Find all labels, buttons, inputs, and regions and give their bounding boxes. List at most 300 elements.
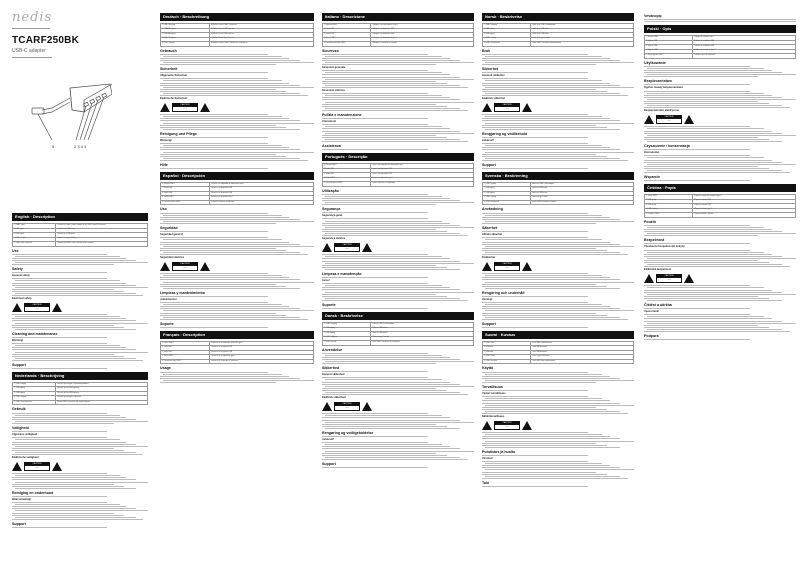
text-line: [163, 304, 282, 305]
caution-sub: RISK OF ELECTRIC SHOCK DO NOT OPEN: [496, 266, 518, 269]
text-line: [160, 306, 289, 307]
part-description: Anslut en USB-C-strömadapter: [531, 182, 634, 187]
section-heading: Användning: [482, 207, 503, 212]
text-line: [482, 465, 610, 466]
language-section: [160, 13, 314, 169]
text-line: [482, 231, 588, 232]
text-line: [325, 457, 460, 458]
text-line: [322, 258, 450, 259]
part-name: 4. USB-C-utgång: [483, 196, 531, 201]
part-name: 4. USB-C výstup: [645, 208, 693, 213]
part-description: Tilslut en USB-enhed: [371, 327, 474, 332]
text-line: [647, 74, 796, 75]
part-description: Sluit aan op een type-C-apparaat: [56, 396, 148, 401]
text-line: [322, 225, 460, 226]
text-line: [322, 377, 428, 378]
column-2: [160, 0, 314, 567]
section-heading: Sicurezza: [322, 48, 339, 53]
section-heading: Czyszczenie i konserwacja: [644, 144, 690, 149]
caution-label-icon: [334, 243, 360, 252]
text-line: [482, 127, 607, 128]
text-line: [644, 155, 750, 156]
text-line: [325, 95, 442, 96]
caution-sub: RISK OF ELECTRIC SHOCK DO NOT OPEN: [174, 107, 196, 110]
text-line: [160, 219, 300, 220]
text-line: [482, 168, 588, 169]
section-heading: Suporte: [322, 302, 336, 307]
text-line: [482, 83, 610, 84]
caution-label-icon: [172, 262, 198, 271]
text-line: [160, 147, 289, 148]
text-line: [482, 91, 607, 92]
section-heading: Bezpieczeństwo elektryczne: [644, 109, 679, 113]
text-line: [322, 218, 428, 219]
text-line: [482, 143, 588, 144]
part-name: 4. Wyjście USB-C: [645, 49, 693, 54]
text-line: [485, 56, 602, 57]
text-line: [160, 250, 286, 251]
caution-symbols: [160, 261, 314, 271]
text-line: [485, 87, 634, 88]
text-line: [12, 260, 136, 261]
warning-triangle-icon: [522, 262, 532, 271]
text-line: [12, 278, 107, 279]
text-line: [644, 101, 758, 102]
text-line: [325, 269, 460, 270]
caution-label: CAUTION: [173, 263, 197, 267]
table-row: [645, 213, 796, 218]
text-line: [322, 110, 468, 111]
section-heading: Sicurezza generale: [322, 66, 346, 70]
part-name: 2. USB výstup: [645, 199, 693, 204]
text-line: [12, 318, 126, 319]
part-description: Ligue a um adaptador de alimentação tipo C: [371, 164, 474, 169]
section-heading: Yleiset turvallisuus: [482, 392, 506, 396]
text-line: [644, 139, 769, 140]
text-line: [644, 318, 772, 319]
text-line: [644, 296, 758, 297]
language-header: Dansk · Beskrivelse: [322, 312, 474, 320]
text-line: [485, 411, 620, 412]
caution-sub: RISK OF ELECTRIC SHOCK DO NOT OPEN: [658, 278, 680, 281]
text-line: [485, 145, 602, 146]
text-line: [12, 258, 126, 259]
text-line: [12, 347, 126, 348]
text-line: [644, 160, 772, 161]
description-table: [322, 23, 474, 47]
text-line: [322, 131, 460, 132]
part-name: 5. USB-C-urosliitin: [483, 359, 531, 364]
section-heading: Segurança geral: [322, 214, 343, 218]
part-description: Anslut en USB-enhet: [531, 191, 634, 196]
section-heading: Seguridad general: [160, 233, 183, 237]
text-line: [322, 267, 447, 268]
text-line: [322, 229, 436, 230]
section-heading: Warning!: [12, 339, 24, 343]
section-heading: Anvendelse: [322, 347, 343, 352]
caution-sub: RISK OF ELECTRIC SHOCK DO NOT OPEN: [174, 266, 196, 269]
text-line: [482, 478, 628, 479]
text-line: [160, 313, 276, 314]
text-line: [163, 145, 282, 146]
text-line: [12, 448, 114, 449]
section-heading: Rengjøring og vedlikehold: [482, 131, 528, 136]
part-name: 5. Konektor USB-C: [645, 213, 693, 218]
part-name: 2. Salida USB: [161, 187, 210, 192]
section-heading: Turvallisuus: [482, 385, 503, 389]
part-description: Podłącz złącze do komputera: [693, 54, 796, 59]
table-row: [13, 400, 148, 405]
part-description: Conecte a un dispositivo USB: [209, 187, 313, 192]
text-line: [160, 149, 300, 150]
text-line: [160, 160, 308, 161]
part-name: 5. Conector macho USB-C: [161, 200, 210, 205]
part-name: 3. Sortie USB: [161, 350, 210, 355]
text-line: [160, 302, 268, 303]
part-name: 3. USB output: [13, 233, 56, 238]
language-header: Čeština · Popis: [644, 184, 796, 192]
text-line: [160, 91, 286, 92]
text-line: [322, 58, 450, 59]
part-name: 1. Wejście USB-C: [645, 36, 693, 41]
brand-logo: nedis: [12, 10, 53, 25]
section-heading: Käyttö: [482, 366, 494, 371]
language-header: Deutsch · Beschreibung: [160, 13, 314, 21]
text-line: [482, 319, 628, 320]
text-line: [482, 284, 596, 285]
part-description: Sluit de USB-C-connector aan op de computer: [56, 400, 148, 405]
section-heading: Upozornění!: [644, 310, 660, 314]
part-description: Tilslut en type-C-enhed: [371, 336, 474, 341]
part-name: 1. USB-C-Eingang: [161, 24, 210, 29]
text-line: [485, 304, 602, 305]
part-name: 4. USB-C-utgang: [483, 37, 531, 42]
caution-label-icon: [494, 262, 520, 271]
text-line: [15, 488, 136, 489]
text-line: [482, 372, 588, 373]
text-line: [322, 223, 450, 224]
part-description: Tilslut en USB-C-strømadapter: [371, 323, 474, 328]
column-4: [482, 0, 634, 567]
text-line: [482, 118, 610, 119]
part-name: 1. USB-C-ingång: [483, 182, 531, 187]
text-line: [644, 327, 769, 328]
language-section: [644, 184, 796, 340]
text-line: [325, 62, 474, 63]
text-line: [163, 215, 282, 216]
text-line: [160, 156, 286, 157]
section-heading: Sikkerhet: [482, 67, 499, 72]
text-line: [322, 417, 450, 418]
section-heading: Utilização: [322, 188, 339, 193]
part-name: 1. Ingresso USB-C: [323, 24, 371, 29]
part-name: 2. USB-utgång: [483, 187, 531, 192]
text-line: [482, 273, 588, 274]
part-description: Liitä USB-laitteeseen: [531, 346, 634, 351]
part-name: 1. USB-C-tulo: [483, 341, 531, 346]
part-name: 4. USB-C-udgang: [323, 336, 371, 341]
section-heading: Cleaning and maintenance: [12, 331, 58, 336]
text-line: [163, 129, 300, 130]
section-heading: Assistenza: [322, 143, 341, 148]
part-description: Liitä USB-laitteeseen: [531, 350, 634, 355]
text-line: [15, 415, 120, 416]
part-description: Ligue a um dispositivo USB: [371, 168, 474, 173]
description-table: [322, 322, 474, 346]
text-line: [322, 420, 460, 421]
column-5: [644, 0, 796, 567]
caution-label: CAUTION: [657, 116, 681, 120]
text-line: [644, 314, 750, 315]
caution-sub: RISK OF ELECTRIC SHOCK DO NOT OPEN: [496, 425, 518, 428]
part-description: Liitä USB-C-virtalähteeseen: [531, 341, 634, 346]
text-line: [647, 170, 782, 171]
text-line: [12, 325, 114, 326]
text-line: [12, 413, 107, 414]
text-line: [322, 231, 447, 232]
caution-sub: RISK OF ELECTRIC SHOCK DO NOT OPEN: [658, 119, 680, 122]
text-line: [12, 354, 114, 355]
section-heading: Wsparcie: [644, 175, 660, 180]
section-heading: Reiniging en onderhoud: [12, 490, 54, 495]
text-line: [322, 442, 428, 443]
usb-c-adapter-illustration: [12, 70, 112, 160]
text-line: [482, 474, 607, 475]
text-line: [12, 360, 143, 361]
description-table: [12, 382, 148, 406]
part-name: 5. USB-C-Stecker: [161, 42, 210, 47]
text-line: [163, 288, 300, 289]
text-line: [15, 287, 148, 288]
description-table: [482, 341, 634, 365]
section-heading: Rengöring och underhåll: [482, 290, 525, 295]
text-line: [482, 400, 610, 401]
text-line: [482, 443, 596, 444]
text-line: [322, 296, 447, 297]
part-description: Conecte el conector al ordenador: [209, 200, 313, 205]
text-line: [163, 87, 314, 88]
text-line: [485, 93, 620, 94]
part-description: Collegare a un dispositivo USB: [371, 28, 474, 33]
text-line: [482, 244, 620, 245]
part-name: 2. USB output: [13, 228, 56, 233]
warning-triangle-icon: [160, 103, 170, 112]
part-description: Anslut en typ-C-enhet: [531, 196, 634, 201]
text-line: [644, 137, 758, 138]
section-heading: Säkerhet: [482, 226, 498, 231]
section-heading: Vevanopiç: [644, 14, 662, 18]
text-line: [482, 407, 596, 408]
language-section: [322, 13, 474, 150]
text-line: [322, 70, 428, 71]
part-name: 2. Saída USB: [323, 168, 371, 173]
text-line: [322, 424, 436, 425]
text-line: [482, 120, 620, 121]
caution-sub: RISK OF ELECTRIC SHOCK DO NOT OPEN: [26, 466, 48, 469]
part-description: Ligue a um dispositivo USB: [371, 173, 474, 178]
text-line: [482, 396, 588, 397]
section-heading: Usage: [160, 366, 171, 371]
part-name: 2. USB-lähtö: [483, 346, 531, 351]
text-line: [647, 316, 764, 317]
text-line: [322, 363, 436, 364]
language-header: Suomi · Kuvaus: [482, 331, 634, 339]
section-heading: Support: [322, 461, 336, 466]
part-name: 1. USB-C-indgang: [323, 323, 371, 328]
section-heading: Use: [12, 248, 19, 253]
text-line: [482, 217, 610, 218]
section-heading: Użytkowanie: [644, 60, 666, 65]
text-line: [485, 405, 634, 406]
table-row: [483, 200, 634, 205]
text-line: [322, 283, 428, 284]
table-row: [161, 359, 314, 364]
language-header: Polski · Opis: [644, 25, 796, 33]
part-name: 2. USB-A-Ausgang: [161, 28, 210, 33]
text-line: [12, 527, 107, 528]
text-line: [644, 131, 772, 132]
section-heading: Elektrisk sikkerhet: [482, 97, 505, 101]
warning-triangle-icon: [362, 243, 372, 252]
warning-triangle-icon: [684, 115, 694, 124]
text-line: [322, 87, 468, 88]
text-line: [482, 125, 596, 126]
part-description: Conecte a un dispositivo USB: [209, 191, 313, 196]
text-line: [160, 72, 268, 73]
language-header: Español · Descripción: [160, 172, 314, 180]
text-line: [160, 118, 289, 119]
text-line: [644, 166, 758, 167]
section-heading: Varoitus!: [482, 456, 494, 460]
text-line: [644, 256, 782, 257]
text-line: [482, 250, 607, 251]
text-line: [647, 300, 782, 301]
part-description: Conecte a un adaptador de alimentación tipo C: [209, 182, 313, 187]
text-line: [15, 329, 136, 330]
text-line: [482, 248, 596, 249]
section-heading: ¡Advertencia!: [160, 298, 177, 301]
text-line: [482, 277, 610, 278]
part-description: Liitä C-tyypin laitteeseen: [531, 355, 634, 360]
text-line: [160, 213, 268, 214]
text-line: [322, 194, 428, 195]
section-heading: Bruk: [482, 48, 491, 53]
caution-sub: RISK OF ELECTRIC SHOCK DO NOT OPEN: [26, 307, 48, 310]
section-heading: Support: [12, 362, 26, 367]
text-line: [482, 382, 596, 383]
text-line: [325, 221, 442, 222]
text-line: [12, 349, 136, 350]
text-line: [482, 472, 596, 473]
text-line: [485, 434, 602, 435]
text-line: [644, 235, 758, 236]
part-name: 3. USB výstup: [645, 204, 693, 209]
part-description: Collegare il connettore al computer: [371, 42, 474, 47]
text-line: [12, 289, 114, 290]
warning-triangle-icon: [12, 462, 22, 471]
language-header: Português · Descrição: [322, 153, 474, 161]
text-line: [322, 54, 428, 55]
text-line: [482, 85, 620, 86]
text-line: [325, 451, 474, 452]
section-heading: Sicurezza elettrica: [322, 89, 345, 93]
part-name: 5. USB-C male connector: [13, 242, 56, 247]
text-line: [12, 496, 107, 497]
text-line: [482, 72, 588, 73]
part-description: Koble USB-C-kontakten til datamaskinen: [531, 42, 634, 47]
section-heading: Hilfe: [160, 162, 168, 167]
text-line: [482, 313, 596, 314]
text-line: [322, 254, 428, 255]
text-line: [160, 327, 268, 328]
part-name: 4. Uscita USB-C: [323, 37, 371, 42]
part-description: Podłącz do urządzenia typu C: [693, 49, 796, 54]
text-line: [647, 329, 782, 330]
text-line: [322, 124, 428, 125]
text-line: [160, 279, 300, 280]
section-heading: Generell sikkerhet: [482, 74, 505, 78]
text-line: [485, 246, 634, 247]
section-heading: Ostrzeżenie!: [644, 151, 660, 155]
text-line: [482, 455, 588, 456]
text-line: [325, 392, 460, 393]
text-line: [482, 60, 620, 61]
part-name: 1. Vstup USB-C: [645, 195, 693, 200]
part-name: 1. USB-C-ingang: [13, 382, 56, 387]
text-line: [12, 437, 107, 438]
text-line: [325, 133, 474, 134]
text-line: [325, 285, 442, 286]
text-line: [644, 103, 769, 104]
text-line: [160, 319, 308, 320]
text-line: [647, 227, 764, 228]
part-name: 4. USB-C-lähtö: [483, 355, 531, 360]
text-line: [12, 343, 107, 344]
part-description: Connectez à un appareil de type C: [209, 355, 313, 360]
text-line: [644, 260, 758, 261]
text-line: [325, 386, 474, 387]
text-line: [644, 70, 772, 71]
text-line: [485, 152, 634, 153]
text-line: [485, 282, 634, 283]
text-line: [160, 168, 268, 169]
section-heading: Podpora: [644, 334, 659, 339]
part-name: 3. USB-udgang: [323, 332, 371, 337]
description-table: [482, 23, 634, 47]
language-section: [322, 153, 474, 309]
text-line: [160, 308, 300, 309]
text-line: [163, 239, 282, 240]
text-line: [160, 254, 308, 255]
text-line: [325, 72, 442, 73]
section-heading: Bezpečnost: [644, 238, 665, 243]
text-line: [15, 421, 148, 422]
caution-symbols: [12, 461, 148, 471]
text-line: [647, 141, 782, 142]
text-line: [322, 97, 450, 98]
text-line: [485, 116, 602, 117]
text-line: [482, 327, 588, 328]
text-line: [644, 325, 758, 326]
caution-label-icon: [656, 115, 682, 124]
caution-symbols: [482, 261, 634, 271]
text-line: [325, 85, 460, 86]
text-line: [644, 162, 782, 163]
caution-symbols: [482, 102, 634, 112]
language-header: Norsk · Beskrivelse: [482, 13, 634, 21]
warning-triangle-icon: [644, 274, 654, 283]
section-heading: Soporte: [160, 321, 174, 326]
